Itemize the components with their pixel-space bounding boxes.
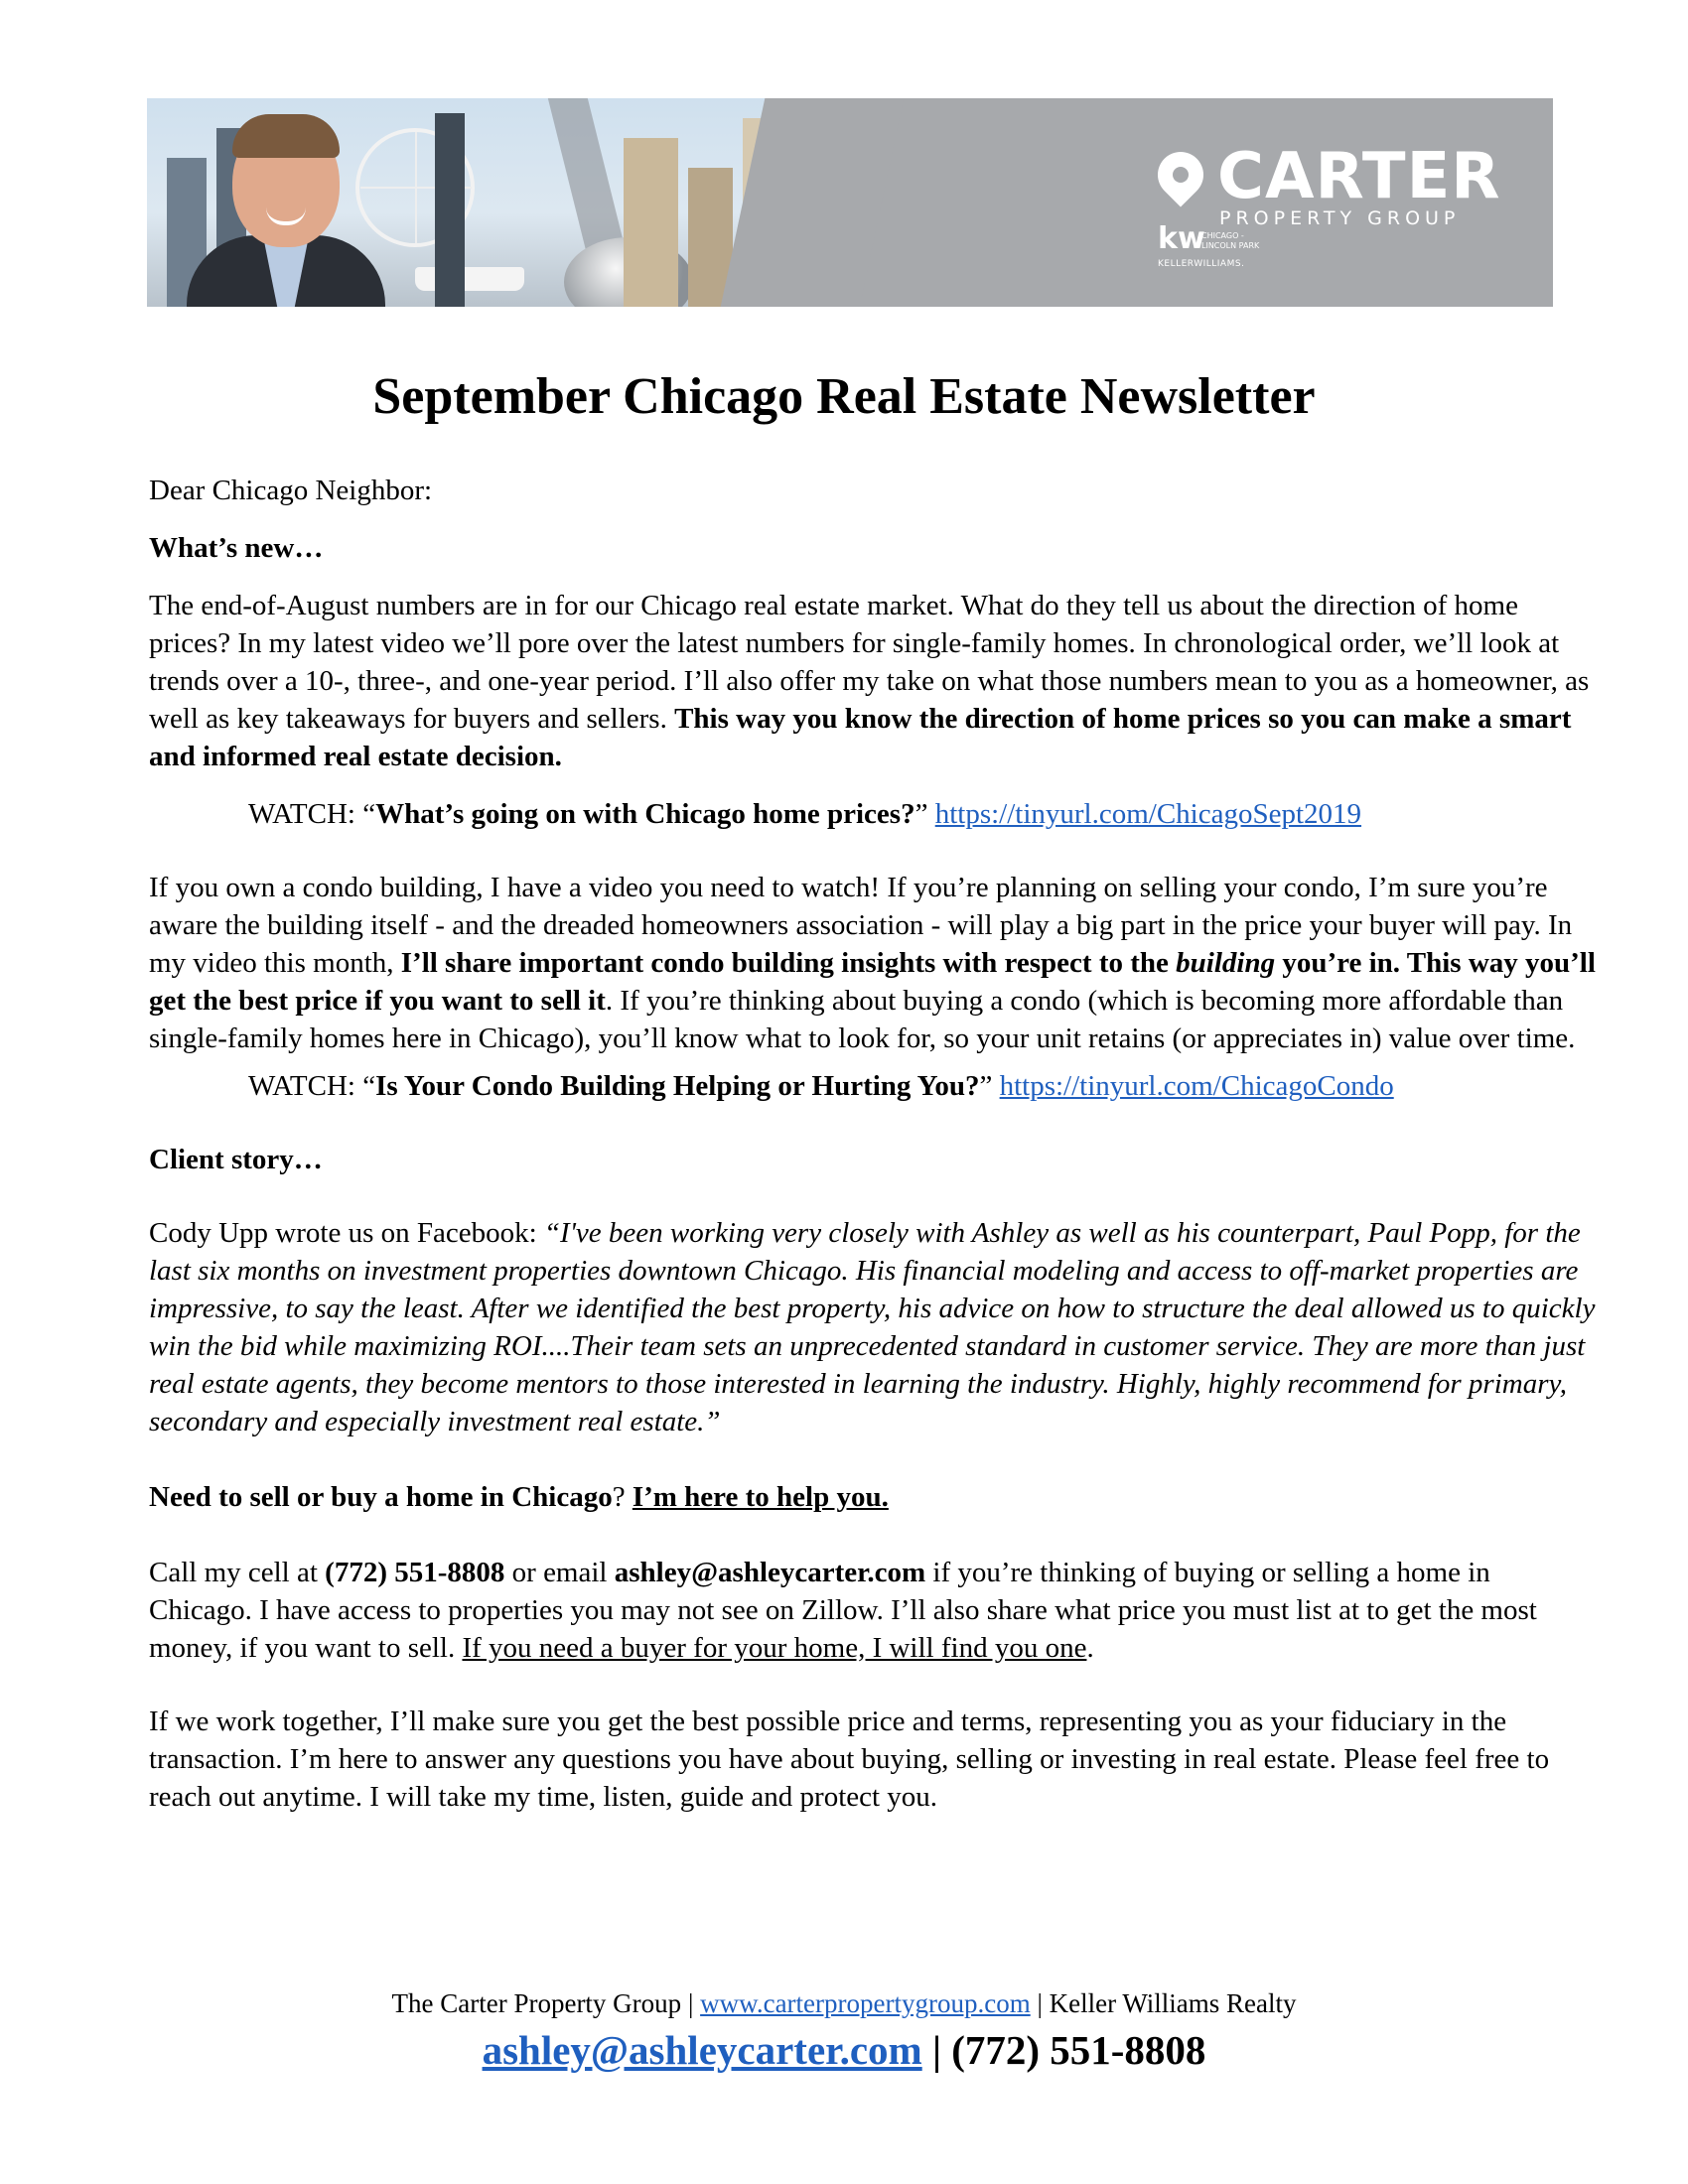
buyer-promise: If you need a buyer for your home, I will find you one <box>462 1632 1087 1664</box>
header-banner <box>147 98 1553 307</box>
watch-close-quote: ” <box>979 1070 993 1102</box>
client-testimonial <box>149 1214 1599 1440</box>
testimonial-intro: Cody Upp wrote us on Facebook: <box>149 1217 537 1249</box>
paragraph-emphasis: This way you know the direction of home prices so you can make a smart and informed real estate decision. <box>149 703 1572 772</box>
kw-logo: kw <box>1158 221 1205 256</box>
footer-company: The Carter Property Group <box>391 1988 682 2018</box>
footer-separator: | <box>931 2027 941 2073</box>
skyline-building <box>743 118 777 307</box>
paragraph-condo <box>149 869 1599 1057</box>
watch-prefix: WATCH: “ <box>248 798 376 830</box>
video-link-condo[interactable]: https://tinyurl.com/ChicagoCondo <box>999 1070 1394 1102</box>
skyline-building <box>624 138 678 307</box>
footer-website-link[interactable]: www.carterpropertygroup.com <box>700 1988 1031 2018</box>
footer <box>0 1985 1688 2077</box>
footer-separator: | <box>687 1988 694 2018</box>
contact-text: Call my cell at <box>149 1557 318 1588</box>
video-title: Is Your Condo Building Helping or Hurting You? <box>375 1070 980 1102</box>
watch-prefix: WATCH: “ <box>248 1070 376 1102</box>
cta-heading <box>149 1478 1599 1516</box>
watch-line-prices <box>149 795 1599 833</box>
location-pin-icon <box>1148 142 1212 206</box>
logo-name: CARTER <box>1217 140 1501 213</box>
section-heading-whats-new: What’s new… <box>149 532 324 564</box>
contact-text: or email <box>511 1557 608 1588</box>
contact-phone: (772) 551-8808 <box>325 1557 505 1588</box>
watch-close-quote: ” <box>914 798 928 830</box>
carter-logo <box>1140 140 1537 297</box>
cta-question: Need to sell or buy a home in Chicago <box>149 1481 613 1513</box>
contact-text-end: . <box>1086 1632 1094 1664</box>
paragraph-text: If you own a condo building, I have a video you need to watch! If you’re planning on selling your condo, I’m sure you’re aware the building itself - and the dreaded homeowners association - will play a big part in the price your buyer will pay. In my video this month, <box>149 872 1573 979</box>
footer-email-link[interactable]: ashley@ashleycarter.com <box>482 2027 922 2073</box>
closing-paragraph: If we work together, I’ll make sure you get the best possible price and terms, representing you as your fiduciary in the transaction. I’m here to answer any questions you have about buying, selling or investing in real estate. Please feel free to reach out anytime. I will take my time, listen, guide and protect you. <box>149 1706 1550 1813</box>
boat-icon <box>415 267 524 291</box>
paragraph-emphasis-italic: building <box>1176 947 1276 979</box>
contact-email: ashley@ashleycarter.com <box>614 1557 926 1588</box>
cta-question-mark: ? <box>612 1481 626 1513</box>
watch-line-condo <box>149 1067 1599 1105</box>
video-link-prices[interactable]: https://tinyurl.com/ChicagoSept2019 <box>934 798 1362 830</box>
kw-office: CHICAGO - LINCOLN PARK <box>1201 231 1260 250</box>
paragraph-emphasis: you’re in. This way you’ll get the best price if you want to sell it <box>149 947 1596 1017</box>
paragraph-emphasis: I’ll share important condo building insights with respect to the <box>400 947 1169 979</box>
testimonial-quote: “I've been working very closely with Ashley as well as his counterpart, Paul Popp, for the last six months on investment properties downtown Chicago. His financial modeling and access to off-market properties are impressive, to say the least. After we identified the best property, his advice on how to structure the deal allowed us to quickly win the bid while maximizing ROI....Their team sets an unprecedented standard in customer service. They are more than just real estate agents, they become mentors to those interested in learning the industry. Highly, highly recommend for primary, secondary and especially investment real estate.” <box>149 1217 1596 1437</box>
footer-brokerage: Keller Williams Realty <box>1049 1988 1297 2018</box>
section-heading-client-story: Client story… <box>149 1144 323 1175</box>
newsletter-body <box>149 472 1599 1836</box>
footer-line-contact <box>0 2023 1688 2077</box>
paragraph-text: . If you’re thinking about buying a condo (which is becoming more affordable than single-family homes here in Chicago), you’ll know what to look for, so your unit retains (or appreciates in) value over time. <box>149 985 1576 1054</box>
paragraph-home-prices <box>149 587 1599 775</box>
page-title: September Chicago Real Estate Newsletter <box>372 368 1316 425</box>
agent-photo <box>187 112 385 307</box>
kw-brand: KELLERWILLIAMS. <box>1158 259 1245 269</box>
agent-hair <box>232 114 340 158</box>
cta-help: I’m here to help you. <box>632 1481 889 1513</box>
skyline-building <box>435 113 465 307</box>
footer-phone: (772) 551-8808 <box>951 2027 1206 2073</box>
skyline-building <box>688 168 733 307</box>
video-title: What’s going on with Chicago home prices? <box>375 798 915 830</box>
footer-line-company <box>0 1985 1688 2021</box>
greeting: Dear Chicago Neighbor: <box>149 475 433 506</box>
footer-separator: | <box>1037 1988 1043 2018</box>
contact-text: if you’re thinking of buying or selling a home in Chicago. I have access to properties you may not see on Zillow. I’ll also share what price you must list at to get the most money, if you want to sell. <box>149 1557 1537 1664</box>
logo-subtitle: PROPERTY GROUP <box>1219 207 1461 229</box>
paragraph-text: The end-of-August numbers are in for our Chicago real estate market. What do they tell us about the direction of home prices? In my latest video we’ll pore over the latest numbers for single-family homes. In chronological order, we’ll look at trends over a 10-, three-, and one-year period. I’ll also offer my take on what those numbers mean to you as a homeowner, as well as key takeaways for buyers and sellers. <box>149 590 1590 735</box>
contact-paragraph <box>149 1554 1599 1667</box>
